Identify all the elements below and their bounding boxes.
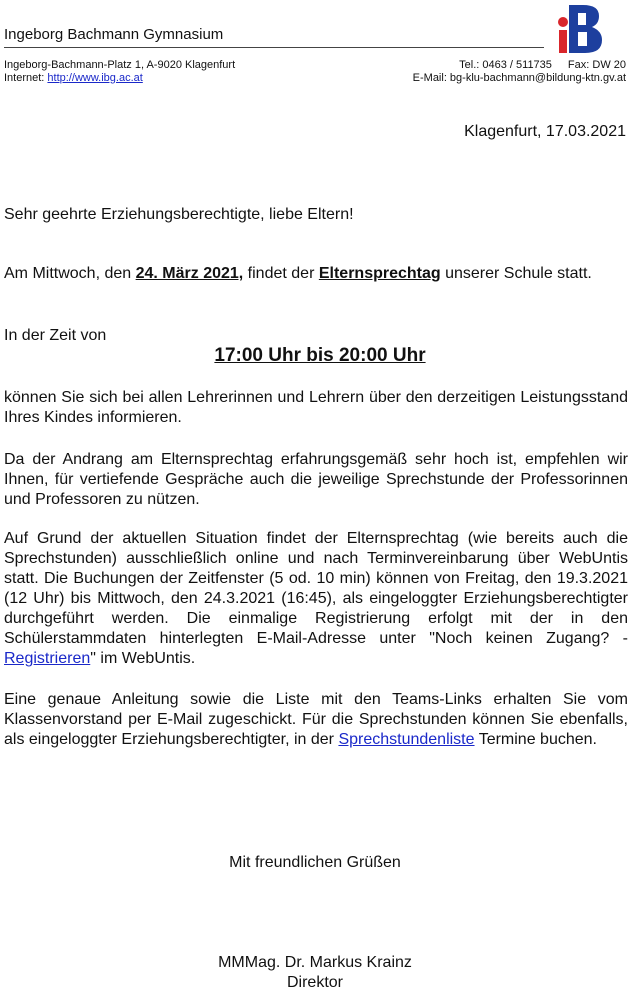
letter-date: Klagenfurt, 17.03.2021	[464, 123, 626, 140]
school-logo-icon	[555, 2, 605, 54]
paragraph-time-intro: In der Zeit von	[4, 327, 107, 344]
paragraph-online-booking	[4, 529, 628, 669]
paragraph-office-hours: Da der Andrang am Elternsprechtag erfahrungsgemäß sehr hoch ist, empfehlen wir Ihnen, für vertiefende Gespräche auch die jeweilige Sprechstunde der Professorinnen und Professoren zu nützen.	[4, 451, 628, 508]
para1-text-a: Am Mittwoch, den	[4, 265, 136, 282]
paragraph-instructions	[4, 690, 628, 750]
para1-text-c: unserer Schule statt.	[440, 265, 592, 282]
event-date: 24. März 2021,	[135, 265, 244, 282]
para5-tail: " im WebUntis.	[90, 650, 196, 667]
website-link[interactable]: http://www.ibg.ac.at	[47, 71, 143, 84]
phone-fax-line	[413, 59, 626, 72]
signatory-title: Direktor	[286, 974, 343, 991]
para5-text: Auf Grund der aktuellen Situation findet der Elternsprechtag (wie bereits auch die Sprechstunden) ausschließlich online und nach Terminvereinbarung über WebUntis statt. Die Buchungen der Zeitfenster (5 od. 10 min) können von Freitag, den 19.3.2021 (12 Uhr) bis Mittwoch, den 24.3.2021 (16:45), als eingeloggter Erziehungsberechtigter durchgeführt werden. Die einmalige Registrierung erfolgt mit der in den Schülerstammdaten hinterlegten E-Mail-Adresse unter "Noch keinen Zugang? -	[4, 530, 628, 647]
school-name: Ingeborg Bachmann Gymnasium	[4, 26, 224, 43]
address-block	[4, 59, 235, 84]
email-address: E-Mail: bg-klu-bachmann@bildung-ktn.gv.at	[412, 71, 626, 84]
fax-number: Fax: DW 20	[567, 59, 626, 71]
paragraph-event-date	[4, 264, 628, 284]
event-name: Elternsprechtag	[318, 265, 441, 282]
signature-block	[0, 953, 630, 993]
time-range: 17:00 Uhr bis 20:00 Uhr	[214, 345, 426, 366]
phone-number: Tel.: 0463 / 511735	[459, 59, 552, 71]
register-link[interactable]: Registrieren	[4, 650, 91, 667]
paragraph-teachers: können Sie sich bei allen Lehrerinnen und Lehrern über den derzeitigen Leistungsstand Ihres Kindes informieren.	[4, 389, 628, 426]
para6-tail: Termine buchen.	[474, 731, 597, 748]
salutation: Sehr geehrte Erziehungsberechtigte, liebe Eltern!	[4, 206, 354, 223]
internet-label: Internet:	[4, 71, 45, 84]
closing-greeting: Mit freundlichen Grüßen	[229, 854, 401, 871]
para6-text: Eine genaue Anleitung sowie die Liste mit den Teams-Links erhalten Sie vom Klassenvorstand per E-Mail zugeschickt. Für die Sprechstunden können Sie ebenfalls, als eingeloggter Erziehungsberechtigter, in der	[4, 691, 628, 748]
header-divider	[4, 47, 544, 48]
contact-block	[413, 59, 626, 84]
para1-text-b: findet der	[243, 265, 319, 282]
internet-line	[4, 72, 235, 85]
signatory-name: MMMag. Dr. Markus Krainz	[218, 954, 412, 971]
office-hours-list-link[interactable]: Sprechstundenliste	[338, 731, 475, 748]
school-address: Ingeborg-Bachmann-Platz 1, A-9020 Klagenfurt	[4, 59, 236, 71]
